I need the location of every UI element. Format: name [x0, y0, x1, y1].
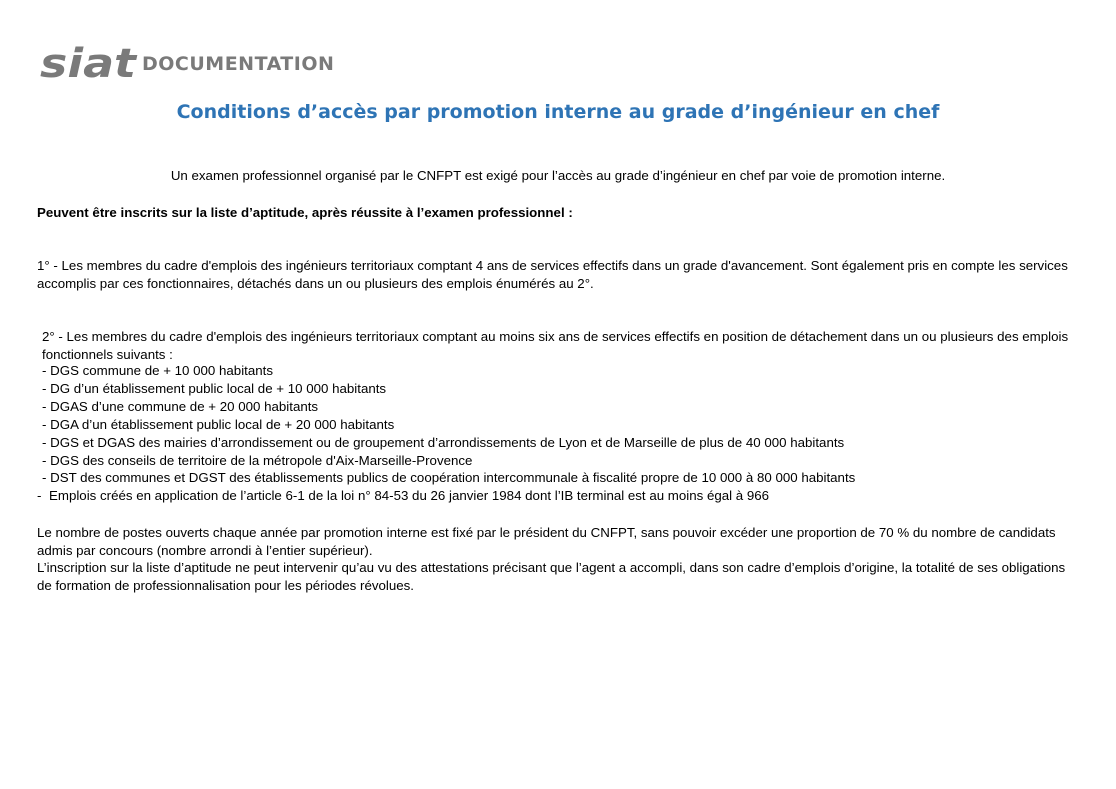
point-1-paragraph: 1° - Les membres du cadre d'emplois des ingénieurs territoriaux comptant 4 ans de services effectifs dans un grade d'avancement. Sont également pris en compte les services accomplis par ces fonctionnaires, détachés dans un ou plusieurs des emplois énumérés au 2°. — [37, 258, 1068, 291]
siat-logo-text: siat — [40, 41, 139, 83]
list-item-last-text: Emplois créés en application de l’article 6-1 de la loi n° 84-53 du 26 janvier 1984 dont l’IB terminal est au moins égal à 966 — [49, 488, 770, 503]
siat-logo-mark — [40, 37, 140, 83]
closing-paragraph-1: Le nombre de postes ouverts chaque année par promotion interne est fixé par le président du CNFPT, sans pouvoir excéder une proportion de 70 % du nombre de candidats admis par concours (nombre arrondi à l’entier supérieur). — [37, 525, 1056, 558]
list-item: - DG d’un établissement public local de + 10 000 habitants — [42, 380, 387, 396]
list-item: - DGS et DGAS des mairies d’arrondissement ou de groupement d’arrondissements de Lyon et de Marseille de plus de 40 000 habitants — [42, 434, 845, 450]
emplois-list — [42, 362, 855, 487]
logo-documentation-word: DOCUMENTATION — [142, 53, 335, 75]
list-item-last — [37, 487, 769, 505]
list-item: - DGS des conseils de territoire de la métropole d'Aix-Marseille-Provence — [42, 452, 473, 468]
point-2-paragraph: 2° - Les membres du cadre d'emplois des ingénieurs territoriaux comptant au moins six ans de services effectifs en position de détachement dans un ou plusieurs des emplois fonctionnels suivants : — [42, 329, 1069, 362]
list-item: - DGAS d’une commune de + 20 000 habitants — [42, 398, 319, 414]
subheading: Peuvent être inscrits sur la liste d’aptitude, après réussite à l’examen professionnel : — [37, 205, 573, 220]
intro-paragraph: Un examen professionnel organisé par le CNFPT est exigé pour l’accès au grade d’ingénieur en chef par voie de promotion interne. — [170, 168, 946, 183]
page-title: Conditions d’accès par promotion interne au grade d’ingénieur en chef — [176, 101, 940, 123]
siat-logo — [40, 37, 334, 83]
list-item: - DGS commune de + 10 000 habitants — [42, 363, 273, 378]
list-item: - DGA d’un établissement public local de + 20 000 habitants — [42, 416, 395, 432]
closing-paragraph-2: L’inscription sur la liste d’aptitude ne peut intervenir qu’au vu des attestations précisant que l’agent a accompli, dans son cadre d’emplois d’origine, la totalité de ses obligations de formation de professionnalisation pour les périodes révolues. — [37, 560, 1066, 593]
list-dash: - — [37, 488, 42, 503]
list-item: - DST des communes et DGST des établissements publics de coopération intercommunale à fiscalité propre de 10 000 à 80 000 habitants — [42, 470, 856, 486]
